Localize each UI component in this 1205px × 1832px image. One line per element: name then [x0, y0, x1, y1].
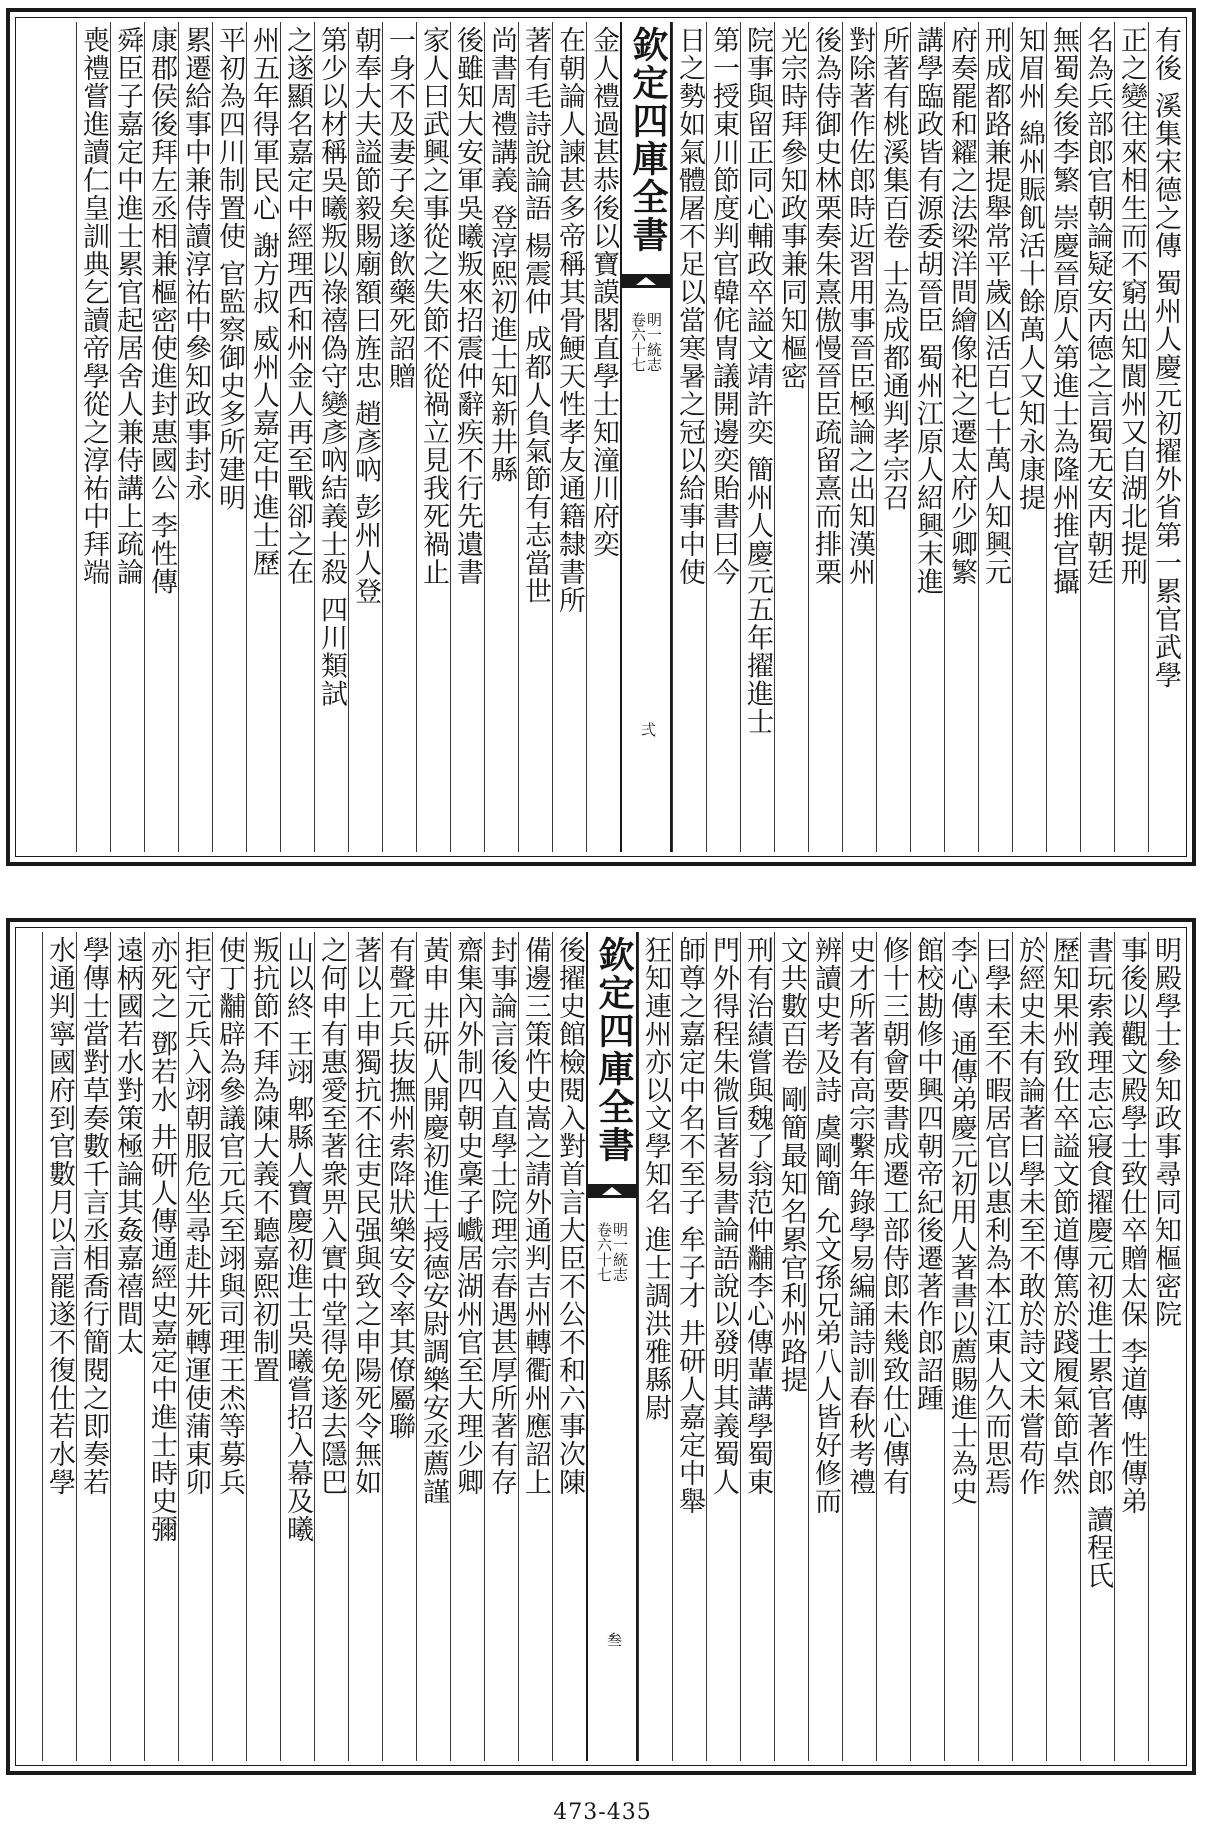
- top-page-text: [20, 22, 1182, 852]
- spine-meta: 明一統志 卷六十七: [595, 1222, 629, 1282]
- text-column: 在朝論人諫甚多帝稱其骨鯁天性孝友通籍隸書所: [552, 22, 586, 852]
- text-column: 史才所著有高宗繫年錄學易編誦詩訓春秋考禮: [842, 932, 876, 1761]
- text-column: 事後以觀文殿學士致仕卒贈太保 李道傳 性傳弟: [1114, 932, 1148, 1761]
- text-column: 歷知果州致仕卒謚文節道傳篤於踐履氣節卓然: [1046, 932, 1080, 1761]
- text-column: 第少以材稱吳曦叛以祿禧偽守變彥吶結義士殺 四川類試: [314, 22, 348, 852]
- text-column: 師尊之嘉定中名不至子 牟子才 井研人嘉定中舉: [672, 932, 706, 1761]
- text-column: 對除著作佐郎時近習用事晉臣極論之出知漢州: [842, 22, 876, 852]
- text-column: 門外得程朱微旨著易書論語說以發明其義蜀人: [706, 932, 740, 1761]
- text-column: 黃申 井研人開慶初進士授德安尉調樂安丞薦謹: [416, 932, 450, 1761]
- spine-folio: 弍: [639, 722, 657, 737]
- text-column: 叛抗節不拜為陳大義不聽嘉熙初制置: [246, 932, 280, 1761]
- text-column: 書玩索義理志忘寢食擢慶元初進士累官著作郎 讀程氏: [1080, 932, 1114, 1761]
- spine-folio: 叁: [605, 1632, 623, 1647]
- fishtail-mark-icon: [622, 274, 670, 288]
- text-column: 喪禮嘗進讀仁皇訓典乞讀帝學從之淳祐中拜端: [76, 22, 110, 852]
- text-column: 家人曰武興之事從之失節不從禍立見我死禍止: [416, 22, 450, 852]
- fishtail-mark-icon: [588, 1184, 636, 1198]
- text-column: 朝奉大夫謚節毅賜廟額曰旌忠 趙彥吶 彭州人登: [348, 22, 382, 852]
- text-column: 遠柄國若水對策極論其姦嘉禧間太: [110, 932, 144, 1761]
- text-column: 之何申有惠愛至著衆畀入實中堂得免遂去隱巴: [314, 932, 348, 1761]
- text-column: 府奏罷和糴之法梁洋間繪像祀之遷太府少卿繁: [944, 22, 978, 852]
- top-center-spine: [620, 22, 672, 852]
- text-column: 尚書周禮講義 登淳熙初進士知新井縣: [484, 22, 518, 852]
- text-column: 於經史未有論著曰學未至不敢於詩文未嘗苟作: [1012, 932, 1046, 1761]
- text-column: 所著有桃溪集百卷 士為成都通判孝宗召: [876, 22, 910, 852]
- text-column: 李心傳 通傳弟慶元初用人著書以薦賜進士為史: [944, 932, 978, 1761]
- text-column: 平初為四川制置使 官監察御史多所建明: [212, 22, 246, 852]
- text-column: 無蜀矣後李繁 崇慶晉原人第進士為隆州推官攝: [1046, 22, 1080, 852]
- text-column: 有聲元兵抜撫州索降狀樂安令率其僚屬聯: [382, 932, 416, 1761]
- text-column: 曰學未至不暇居官以惠利為本江東人久而思焉: [978, 932, 1012, 1761]
- text-column: 日之勢如氣體屠不足以當寒暑之冠以給事中使: [672, 22, 706, 852]
- text-column: 山以終 王翊 郫縣人寶慶初進士吳曦嘗招入幕及曦: [280, 932, 314, 1761]
- text-column: 第一授東川節度判官韓侂冑議開邊奕貽書曰今: [706, 22, 740, 852]
- text-column: 文共數百卷 剛簡最知名累官利州路提: [774, 932, 808, 1761]
- text-column: 金人禮過甚恭後以寶謨閣直學士知潼川府奕: [586, 22, 620, 852]
- text-column: 明殿學士參知政事尋同知樞密院: [1148, 932, 1182, 1761]
- text-column: 一身不及妻子矣遂飲藥死詔贈: [382, 22, 416, 852]
- text-column: 修十三朝會要書成遷工部侍郎未幾致仕心傳有: [876, 932, 910, 1761]
- text-column: 之遂顯名嘉定中經理西和州金人再至戰卻之在: [280, 22, 314, 852]
- text-column: 舜臣子嘉定中進士累官起居舍人兼侍講上疏論: [110, 22, 144, 852]
- text-column: 水通判寧國府到官數月以言罷遂不復仕若水學: [42, 932, 76, 1761]
- text-column: 知眉州 綿州賑飢活十餘萬人又知永康提: [1012, 22, 1046, 852]
- bottom-page-panel: [6, 918, 1196, 1775]
- text-column: 名為兵部郎官朝論疑安丙德之言蜀无安丙朝廷: [1080, 22, 1114, 852]
- text-column: 辨讀史考及詩 虞剛簡 允文孫兄弟八人皆好修而: [808, 932, 842, 1761]
- spine-meta: 明一統志 卷六十七: [629, 312, 663, 372]
- text-column: 康郡侯後拜左丞相兼樞密使進封惠國公 李性傳: [144, 22, 178, 852]
- text-column: 學傳士當對草奏數千言丞相喬行簡閱之即奏若: [76, 932, 110, 1761]
- spine-title: 欽定四庫全書: [627, 26, 669, 254]
- text-column: 有後 溪集宋德之傳 蜀州人慶元初擢外省第一累官武學: [1148, 22, 1182, 852]
- text-column: 後雖知大安軍吳曦叛來招震仲辭疾不行先遺書: [450, 22, 484, 852]
- bottom-center-spine: [586, 932, 638, 1761]
- bottom-page-text: [20, 932, 1182, 1761]
- top-page-panel: [6, 8, 1196, 866]
- text-column: 齋集內外制四朝史稾子巇居湖州官至大理少卿: [450, 932, 484, 1761]
- text-column: 館校勘修中興四朝帝紀後遷著作郎詔踵: [910, 932, 944, 1761]
- text-column: 亦死之 鄧若水 井研人傳通經史嘉定中進士時史彌: [144, 932, 178, 1761]
- text-column: 後擢史館檢閱入對首言大臣不公不和六事次陳: [552, 932, 586, 1761]
- text-column: 使丁黼辟為參議官元兵至翊與司理王𤇍等募兵: [212, 932, 246, 1761]
- text-column: 狂知連州亦以文學知名 進士調洪雅縣尉: [638, 932, 672, 1761]
- text-column: 著以上申獨抗不往吏民强與致之申陽死令無如: [348, 932, 382, 1761]
- text-column: 刑成都路兼提舉常平歲凶活百七十萬人知興元: [978, 22, 1012, 852]
- text-column: 備邊三策忤史嵩之請外通判吉州轉衢州應詔上: [518, 932, 552, 1761]
- text-column: 刑有治績嘗與魏了翁范仲黼李心傳輩講學蜀東: [740, 932, 774, 1761]
- text-column: 後為侍御史林栗奏朱熹傲慢晉臣疏留熹而排栗: [808, 22, 842, 852]
- text-column: 封事論言後入直學士院理宗春遇甚厚所著有存: [484, 932, 518, 1761]
- text-column: 拒守元兵入翊朝服危坐尋赴井死轉運使蒲東卯: [178, 932, 212, 1761]
- text-column: 著有毛詩說論語 楊震仲 成都人負氣節有志當世: [518, 22, 552, 852]
- text-column: 累遷給事中兼侍讀淳祐中參知政事封永: [178, 22, 212, 852]
- text-column: 院事與留正同心輔政卒謚文靖許奕 簡州人慶元五年擢進士: [740, 22, 774, 852]
- text-column: 光宗時拜參知政事兼同知樞密: [774, 22, 808, 852]
- text-column: 講學臨政皆有源委胡晉臣 蜀州江原人紹興末進: [910, 22, 944, 852]
- page-number: 473-435: [553, 1800, 652, 1825]
- text-column: 正之變往來相生而不窮出知閬州又自湖北提刑: [1114, 22, 1148, 852]
- text-column: 州五年得軍民心 謝方叔 威州人嘉定中進士歷: [246, 22, 280, 852]
- spine-title: 欽定四庫全書: [593, 936, 635, 1164]
